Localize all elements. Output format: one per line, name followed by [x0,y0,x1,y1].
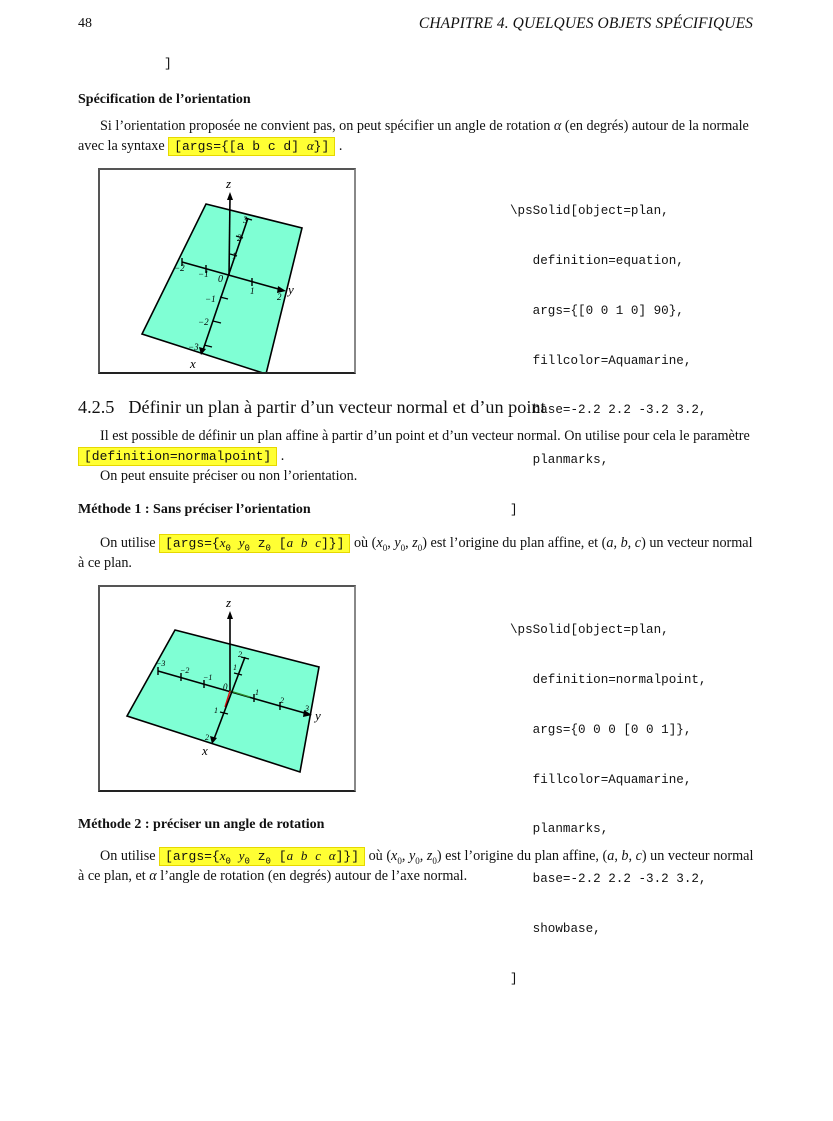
code-highlight-args-point-normal [159,534,350,553]
y-tick-label: −1 [203,673,213,682]
code-line: fillcolor=Aquamarine, [510,353,692,368]
y-tick-label: −1 [198,269,209,279]
subscript: 0 [417,542,423,553]
z-tick-label: 2 [238,650,242,659]
x-tick-label: −3 [188,342,199,352]
code-line: fillcolor=Aquamarine, [510,772,692,787]
plane-surface [127,630,319,772]
y-tick-label: 2 [277,292,282,302]
section-title: Définir un plan à partir d’un vecteur normal et d’un point [128,397,546,417]
code-line: definition=equation, [510,253,684,268]
code-line: \psSolid[object=plan, [510,204,669,219]
text: avec la syntaxe [78,138,169,154]
code-highlight-args-abcd-alpha [168,137,335,156]
heading-orientation: Spécification de l’orientation [78,92,251,107]
code-line: ] [510,971,518,986]
code: [args={ [165,536,220,551]
paragraph-methode-1-line2: à ce plan. [78,555,132,571]
code: ]}] [335,849,360,864]
chapter-title: CHAPITRE 4. QUELQUES OBJETS SPÉCIFIQUES [418,15,753,32]
code-highlight-args-point-normal-alpha [159,847,365,866]
y-tick-label: 3 [305,704,309,713]
page-number: 48 [78,16,92,31]
code-block-1 [510,170,707,535]
math-a: a [607,848,615,864]
math-a: a [286,535,294,550]
text: à ce plan, et [78,868,150,884]
origin-label: 0 [223,682,228,692]
z-tick-label: 1 [233,663,237,672]
code-z: z [257,849,266,864]
text: . [338,138,343,154]
math-b: b [620,535,628,551]
z-arrow-icon [227,611,233,619]
text: ) est l’origine du plan affine, ( [436,848,608,864]
code-line: args={0 0 0 [0 0 1]}, [510,722,692,737]
x-tick-label: 2 [205,733,209,742]
code: [ [278,536,287,551]
subscript: 0 [397,855,402,866]
code-line: planmarks, [510,453,609,468]
paragraph-425-line1: Il est possible de définir un plan affine à partir d’un point et d’un vecteur normal. On utilise pour cela le paramètre [100,428,750,444]
subscript: 0 [265,856,271,867]
subscript: 0 [432,855,437,866]
paragraph-orientation-line1 [100,116,760,136]
figure-1-frame [98,168,356,374]
code: [args={[a b c d] [174,139,307,154]
math-a: a [606,535,614,551]
code-line: \psSolid[object=plan, [510,623,669,638]
code-closing-bracket: ] [164,56,172,71]
section-number: 4.2.5 [78,397,115,417]
math-y: y [238,535,245,550]
subscript: 0 [415,855,420,866]
heading-methode-2: Méthode 2 : préciser un angle de rotation [78,817,325,832]
x-tick-label: −1 [205,294,216,304]
x-axis-label: x [190,356,196,371]
y-tick-label: 2 [280,696,284,705]
subscript: 0 [382,542,388,553]
math-c: c [315,535,321,550]
code-highlight-definition-normalpoint: [definition=normalpoint] [78,447,277,466]
text: . [280,448,285,464]
code: ]}] [320,536,345,551]
code: }] [313,139,330,154]
code-line: ] [510,502,518,517]
alpha-symbol: α [306,138,314,153]
math-x: x [376,535,383,551]
z-tick-label: 2 [237,233,242,243]
alpha-symbol: α [149,868,157,884]
code-block-2 [510,589,707,1004]
math-c: c [634,535,642,551]
paragraph-425-line2 [78,446,284,467]
origin-label: 0 [218,274,223,285]
y-axis-label: y [315,708,321,723]
subscript: 0 [265,543,271,554]
math-x: x [391,848,398,864]
subscript: 0 [244,543,250,554]
math-b: b [621,848,629,864]
alpha-symbol: α [553,118,562,134]
text: où ( [365,848,392,864]
math-y: y [394,535,401,551]
text: ) un vecteur normal [641,848,754,864]
z-axis [229,198,230,276]
math-z: z [412,535,418,551]
code-line: definition=normalpoint, [510,672,707,687]
math-x: x [219,535,226,550]
y-tick-label: −2 [174,263,185,273]
text: ) est l’origine du plan affine, et ( [422,535,607,551]
code-line: planmarks, [510,822,609,837]
code: [ [278,849,287,864]
paragraph-orientation-line2 [78,136,342,157]
code-line: showbase, [510,921,601,936]
y-tick-label: −3 [156,659,166,668]
z-arrow-icon [227,192,233,200]
math-y: y [408,848,416,864]
subscript: 0 [400,542,406,553]
subscript: 0 [225,856,231,867]
paragraph-methode-1-line1: On utilise [$args=\{x_0$ $y_0$ $z_0$ [a b c]}] où ($x_0$, $y_0$, $z_0$) est l’origine du plan affine, et (a, b, c) un vecteur normal [100,535,753,554]
y-axis-label: y [288,282,294,297]
math-b: b [300,848,308,863]
subscript: 0 [225,543,231,554]
code-line: args={[0 0 1 0] 90}, [510,303,684,318]
paragraph-methode-2-line2 [78,866,467,886]
z-tick-label: 3 [243,215,248,225]
paragraph-425-line3: On peut ensuite préciser ou non l’orientation. [100,468,358,484]
math-y: y [238,848,245,863]
heading-methode-1: Méthode 1 : Sans préciser l’orientation [78,502,311,517]
y-tick-label: 1 [250,286,255,296]
math-c: c [315,848,321,863]
text: On utilise [100,848,160,864]
text: l’angle de rotation (en degrés) autour de l’axe normal. [156,868,468,884]
figure-1-plane-diagram [100,170,354,372]
x-tick-label: −2 [198,317,209,327]
math-a: a [286,848,294,863]
paragraph-methode-2-line1: On utilise [$args=\{x_0$ $y_0$ $z_0$ [a b c α]}] où ($x_0$, $y_0$, $z_0$) est l’origine du plan affine, (a, b, c) un vecteur normal [100,848,754,867]
math-z: z [426,848,433,864]
z-axis-label: z [226,595,232,610]
text: (en degrés) autour de la normale [561,118,749,134]
x-tick-label: 1 [214,706,218,715]
subscript: 0 [244,856,250,867]
math-b: b [300,535,308,550]
y-tick-label: −2 [180,666,190,675]
figure-2-frame [98,585,356,792]
y-tick-label: 1 [255,688,259,697]
alpha-symbol: α [328,848,336,863]
x-axis-label: x [202,743,208,758]
text: Si l’orientation proposée ne convient pas, on peut spécifier un angle de rotation [100,118,554,134]
code: [args={ [165,849,220,864]
text: On utilise [100,535,160,551]
figure-2-plane-diagram [100,587,354,790]
section-heading-4-2-5 [78,397,546,418]
math-x: x [219,848,226,863]
code-z: z [257,536,266,551]
code-line: base=-2.2 2.2 -3.2 3.2, [510,403,707,418]
z-axis-label: z [226,176,232,191]
text: où ( [350,535,377,551]
code-line: base=-2.2 2.2 -3.2 3.2, [510,872,707,887]
math-c: c [635,848,642,864]
z-tick-label: 1 [232,251,237,261]
text: ) un vecteur normal [641,535,753,551]
